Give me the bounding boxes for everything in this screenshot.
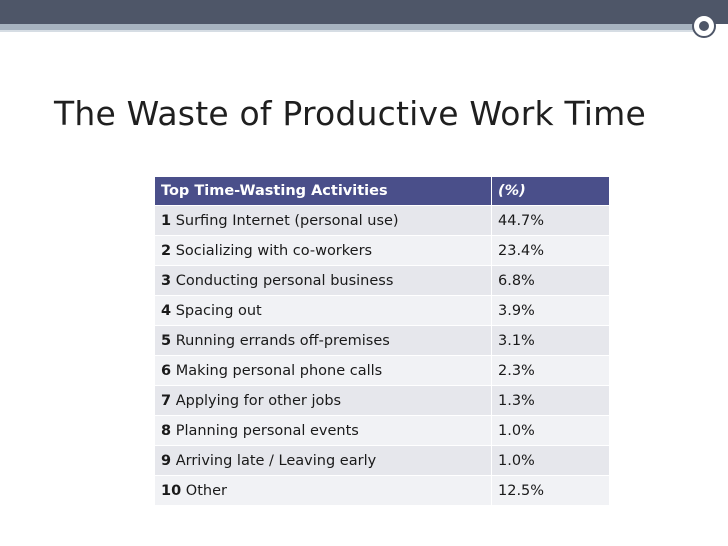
table-row <box>155 206 610 236</box>
time-wasting-table <box>154 176 610 506</box>
rank-number: 2 <box>161 242 172 259</box>
table-row <box>155 386 610 416</box>
activity-label: Other <box>185 482 227 499</box>
activity-label: Arriving late / Leaving early <box>175 452 377 469</box>
table-row <box>155 476 610 506</box>
activity-label: Applying for other jobs <box>175 392 342 409</box>
activities-column-header: Top Time-Wasting Activities <box>155 177 492 206</box>
activity-label: Running errands off-premises <box>175 332 390 349</box>
rank-number: 8 <box>161 422 172 439</box>
table-row <box>155 236 610 266</box>
table-row <box>155 416 610 446</box>
table-row <box>155 296 610 326</box>
activity-cell <box>155 296 492 326</box>
percent-cell: 44.7% <box>492 206 610 236</box>
activity-label: Spacing out <box>175 302 262 319</box>
rank-number: 10 <box>161 482 182 499</box>
table-row <box>155 446 610 476</box>
percent-cell: 1.3% <box>492 386 610 416</box>
table-row <box>155 266 610 296</box>
rank-number: 4 <box>161 302 172 319</box>
activity-label: Planning personal events <box>175 422 359 439</box>
percent-cell: 23.4% <box>492 236 610 266</box>
percent-cell: 3.9% <box>492 296 610 326</box>
rank-number: 7 <box>161 392 172 409</box>
activity-label: Making personal phone calls <box>175 362 383 379</box>
activity-cell <box>155 446 492 476</box>
rank-number: 9 <box>161 452 172 469</box>
rank-number: 6 <box>161 362 172 379</box>
activity-cell <box>155 416 492 446</box>
activity-cell <box>155 326 492 356</box>
percent-cell: 1.0% <box>492 446 610 476</box>
table-row <box>155 326 610 356</box>
activity-cell <box>155 476 492 506</box>
activity-cell <box>155 356 492 386</box>
rank-number: 5 <box>161 332 172 349</box>
rank-number: 1 <box>161 212 172 229</box>
table-row <box>155 356 610 386</box>
corner-circle-icon <box>692 14 716 38</box>
percent-cell: 12.5% <box>492 476 610 506</box>
activity-label: Socializing with co-workers <box>175 242 373 259</box>
percent-cell: 1.0% <box>492 416 610 446</box>
activity-cell <box>155 266 492 296</box>
activity-label: Surfing Internet (personal use) <box>175 212 399 229</box>
slide-title: The Waste of Productive Work Time <box>54 94 647 133</box>
top-decor-stripe-light <box>0 30 700 32</box>
percent-cell: 3.1% <box>492 326 610 356</box>
top-decor-bar <box>0 0 728 24</box>
percent-cell: 6.8% <box>492 266 610 296</box>
percent-column-header: (%) <box>492 177 610 206</box>
activity-cell <box>155 206 492 236</box>
table-header-row <box>155 177 610 206</box>
percent-cell: 2.3% <box>492 356 610 386</box>
activity-cell <box>155 386 492 416</box>
activity-label: Conducting personal business <box>175 272 394 289</box>
activity-cell <box>155 236 492 266</box>
rank-number: 3 <box>161 272 172 289</box>
